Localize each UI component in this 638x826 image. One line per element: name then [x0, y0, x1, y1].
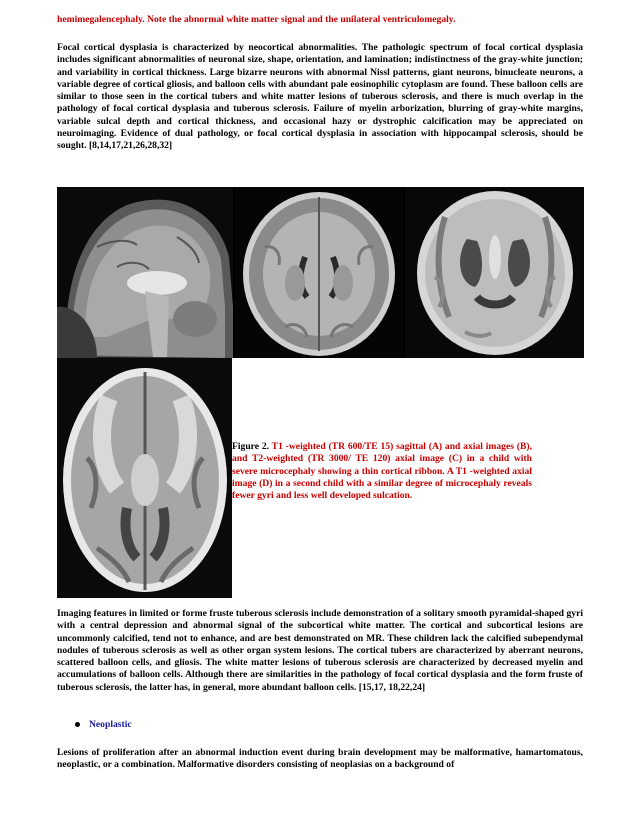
figure-label: Figure 2.	[232, 441, 270, 452]
bullet-item-neoplastic	[75, 719, 132, 730]
paragraph-tuberous-sclerosis: Imaging features in limited or forme fruste tuberous sclerosis include demonstration of a solitary smooth pyramidal-shaped gyri with a central depression and abnormal signal of the subcortical white matter. The cortical and subcortical lesions are uncommonly calcified, tend not to enhance, and are best demonstrated on MR. These children lack the calcified subependymal nodules of tuberous sclerosis as well as other organ system lesions. The cortical tubers are characterized by aberrant neurons, scattered balloon cells, and gliosis. The white matter lesions of tuberous sclerosis are characterized by decreased myelin and accumulations of balloon cells. Although there are similarities in the pathology of focal cortical dysplasia and the form fruste of tuberous sclerosis, the latter has, in general, more abundant balloon cells. [15,17, 18,22,24]	[57, 608, 583, 693]
bullet-dot-icon	[75, 722, 80, 727]
paragraph-focal-cortical-dysplasia: Focal cortical dysplasia is characterized by neocortical abnormalities. The pathologic spectrum of focal cortical dysplasia includes significant abnormalities of neuronal size, shape, orientation, and lamination; indistinctness of the gray-white junction; and variability in cortical thickness. Large bizarre neurons with abnormal Nissl patterns, giant neurons, binucleate neurons, a variable degree of cortical gliosis, and balloon cells with abundant pale eosinophilic cytoplasm are found. These balloon cells are similar to those seen in the cortical tubers and white matter lesions of tuberous sclerosis, and there is much overlap in the pathology of focal cortical dysplasia and tuberous sclerosis. Failure of myelin arborization, blurring of gray-white margins, variable sulcal depth and cortical thickness, and occasional hazy or dystrophic calcification may be appreciated on neuroimaging. Evidence of dual pathology, or focal cortical dysplasia in association with hippocampal sclerosis, should be sought. [8,14,17,21,26,28,32]	[57, 42, 583, 152]
mri-sagittal-image-a	[57, 187, 233, 358]
mri-axial-t1-image-b	[235, 187, 403, 358]
top-line: hemimegalencephaly. Note the abnormal white matter signal and the unilateral ventriculomegaly.	[57, 14, 456, 25]
mri-axial-t1-image-d	[57, 358, 232, 598]
mri-axial-t2-image-c	[405, 187, 584, 358]
figure-caption	[232, 441, 532, 502]
neoplastic-link[interactable]: Neoplastic	[89, 719, 132, 730]
mri-figure-top-row	[57, 187, 584, 358]
figure-caption-text: T1 -weighted (TR 600/TE 15) sagittal (A) and axial images (B), and T2-weighted (TR 3000/ TE 120) axial image (C) in a child with severe microcephaly showing a thin cortical ribbon. A T1 -weighted axial image (D) in a second child with a similar degree of microcephaly reveals fewer gyri and less well developed sulcation.	[232, 441, 532, 502]
paragraph-neoplastic: Lesions of proliferation after an abnormal induction event during brain development may be malformative, hamartomatous, neoplastic, or a combination. Malformative disorders consisting of neoplasias on a background of	[57, 747, 583, 771]
